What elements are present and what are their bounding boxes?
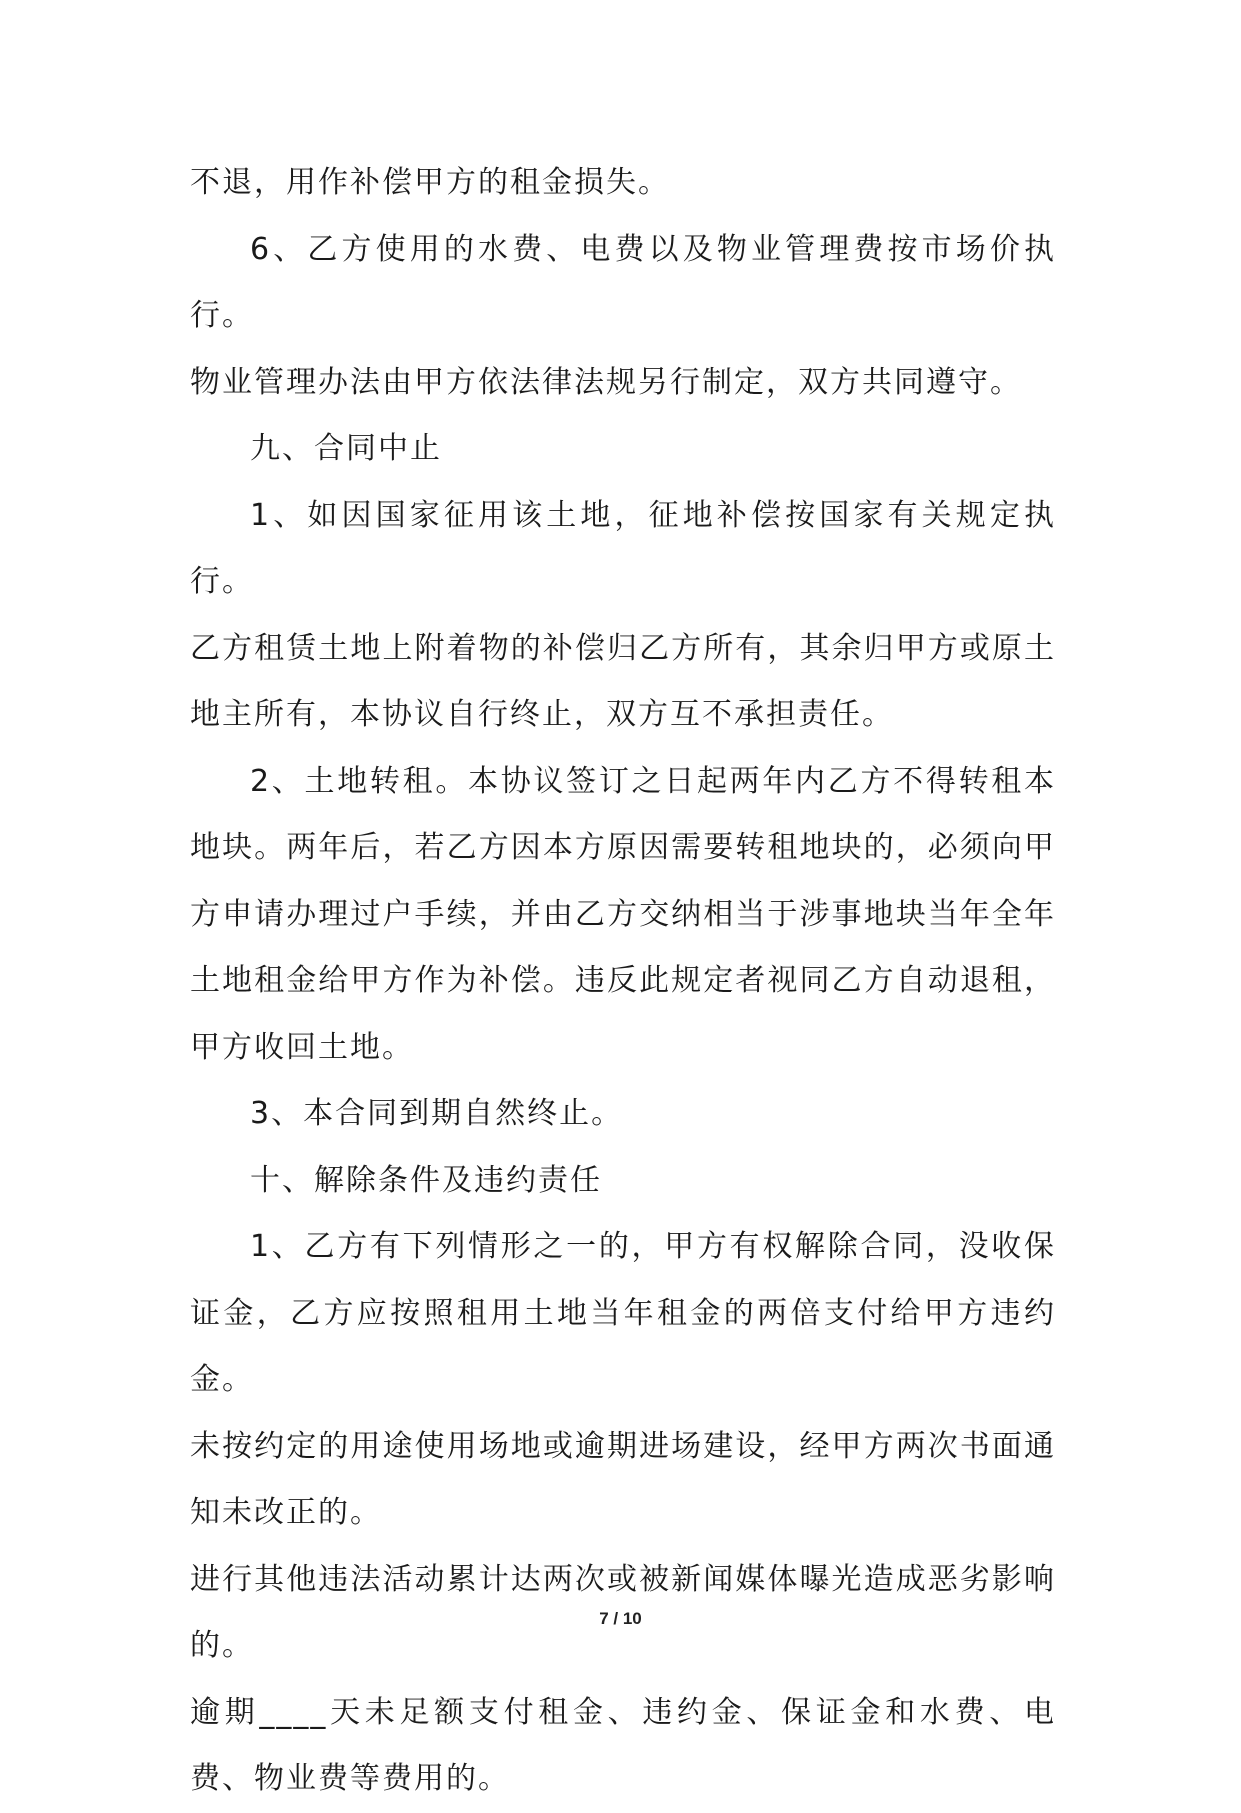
document-body <box>190 150 1056 1813</box>
paragraph: 未按约定的用途使用场地或逾期进场建设，经甲方两次书面通知未改正的。 <box>190 1428 1056 1530</box>
paragraph: 不退，用作补偿甲方的租金损失。 <box>190 165 670 200</box>
section-heading: 九、合同中止 <box>250 431 442 466</box>
paragraph: 3、本合同到期自然终止。 <box>250 1096 624 1131</box>
paragraph: 6、乙方使用的水费、电费以及物业管理费按市场价执行。 <box>190 231 1056 333</box>
paragraph: 2、土地转租。本协议签订之日起两年内乙方不得转租本地块。两年后，若乙方因本方原因需要转租地块的，必须向甲方申请办理过户手续，并由乙方交纳相当于涉事地块当年全年土地租金给甲方作为补偿。违反此规定者视同乙方自动退租，甲方收回土地。 <box>190 763 1056 1065</box>
paragraph: 物业管理办法由甲方依法律法规另行制定，双方共同遵守。 <box>190 364 1022 400</box>
section-heading: 十、解除条件及违约责任 <box>250 1162 602 1198</box>
paragraph: 乙方租赁土地上附着物的补偿归乙方所有，其余归甲方或原土地主所有，本协议自行终止，双方互不承担责任。 <box>190 630 1056 732</box>
page-number: 7 / 10 <box>599 1609 642 1628</box>
paragraph: 1、如因国家征用该土地，征地补偿按国家有关规定执行。 <box>190 497 1056 599</box>
paragraph: 进行其他违法活动累计达两次或被新闻媒体曝光造成恶劣影响的。 <box>190 1561 1056 1663</box>
paragraph: 1、乙方有下列情形之一的，甲方有权解除合同，没收保证金，乙方应按照租用土地当年租金的两倍支付给甲方违约金。 <box>190 1229 1056 1397</box>
paragraph: 逾期____天未足额支付租金、违约金、保证金和水费、电费、物业费等费用的。 <box>190 1694 1056 1796</box>
